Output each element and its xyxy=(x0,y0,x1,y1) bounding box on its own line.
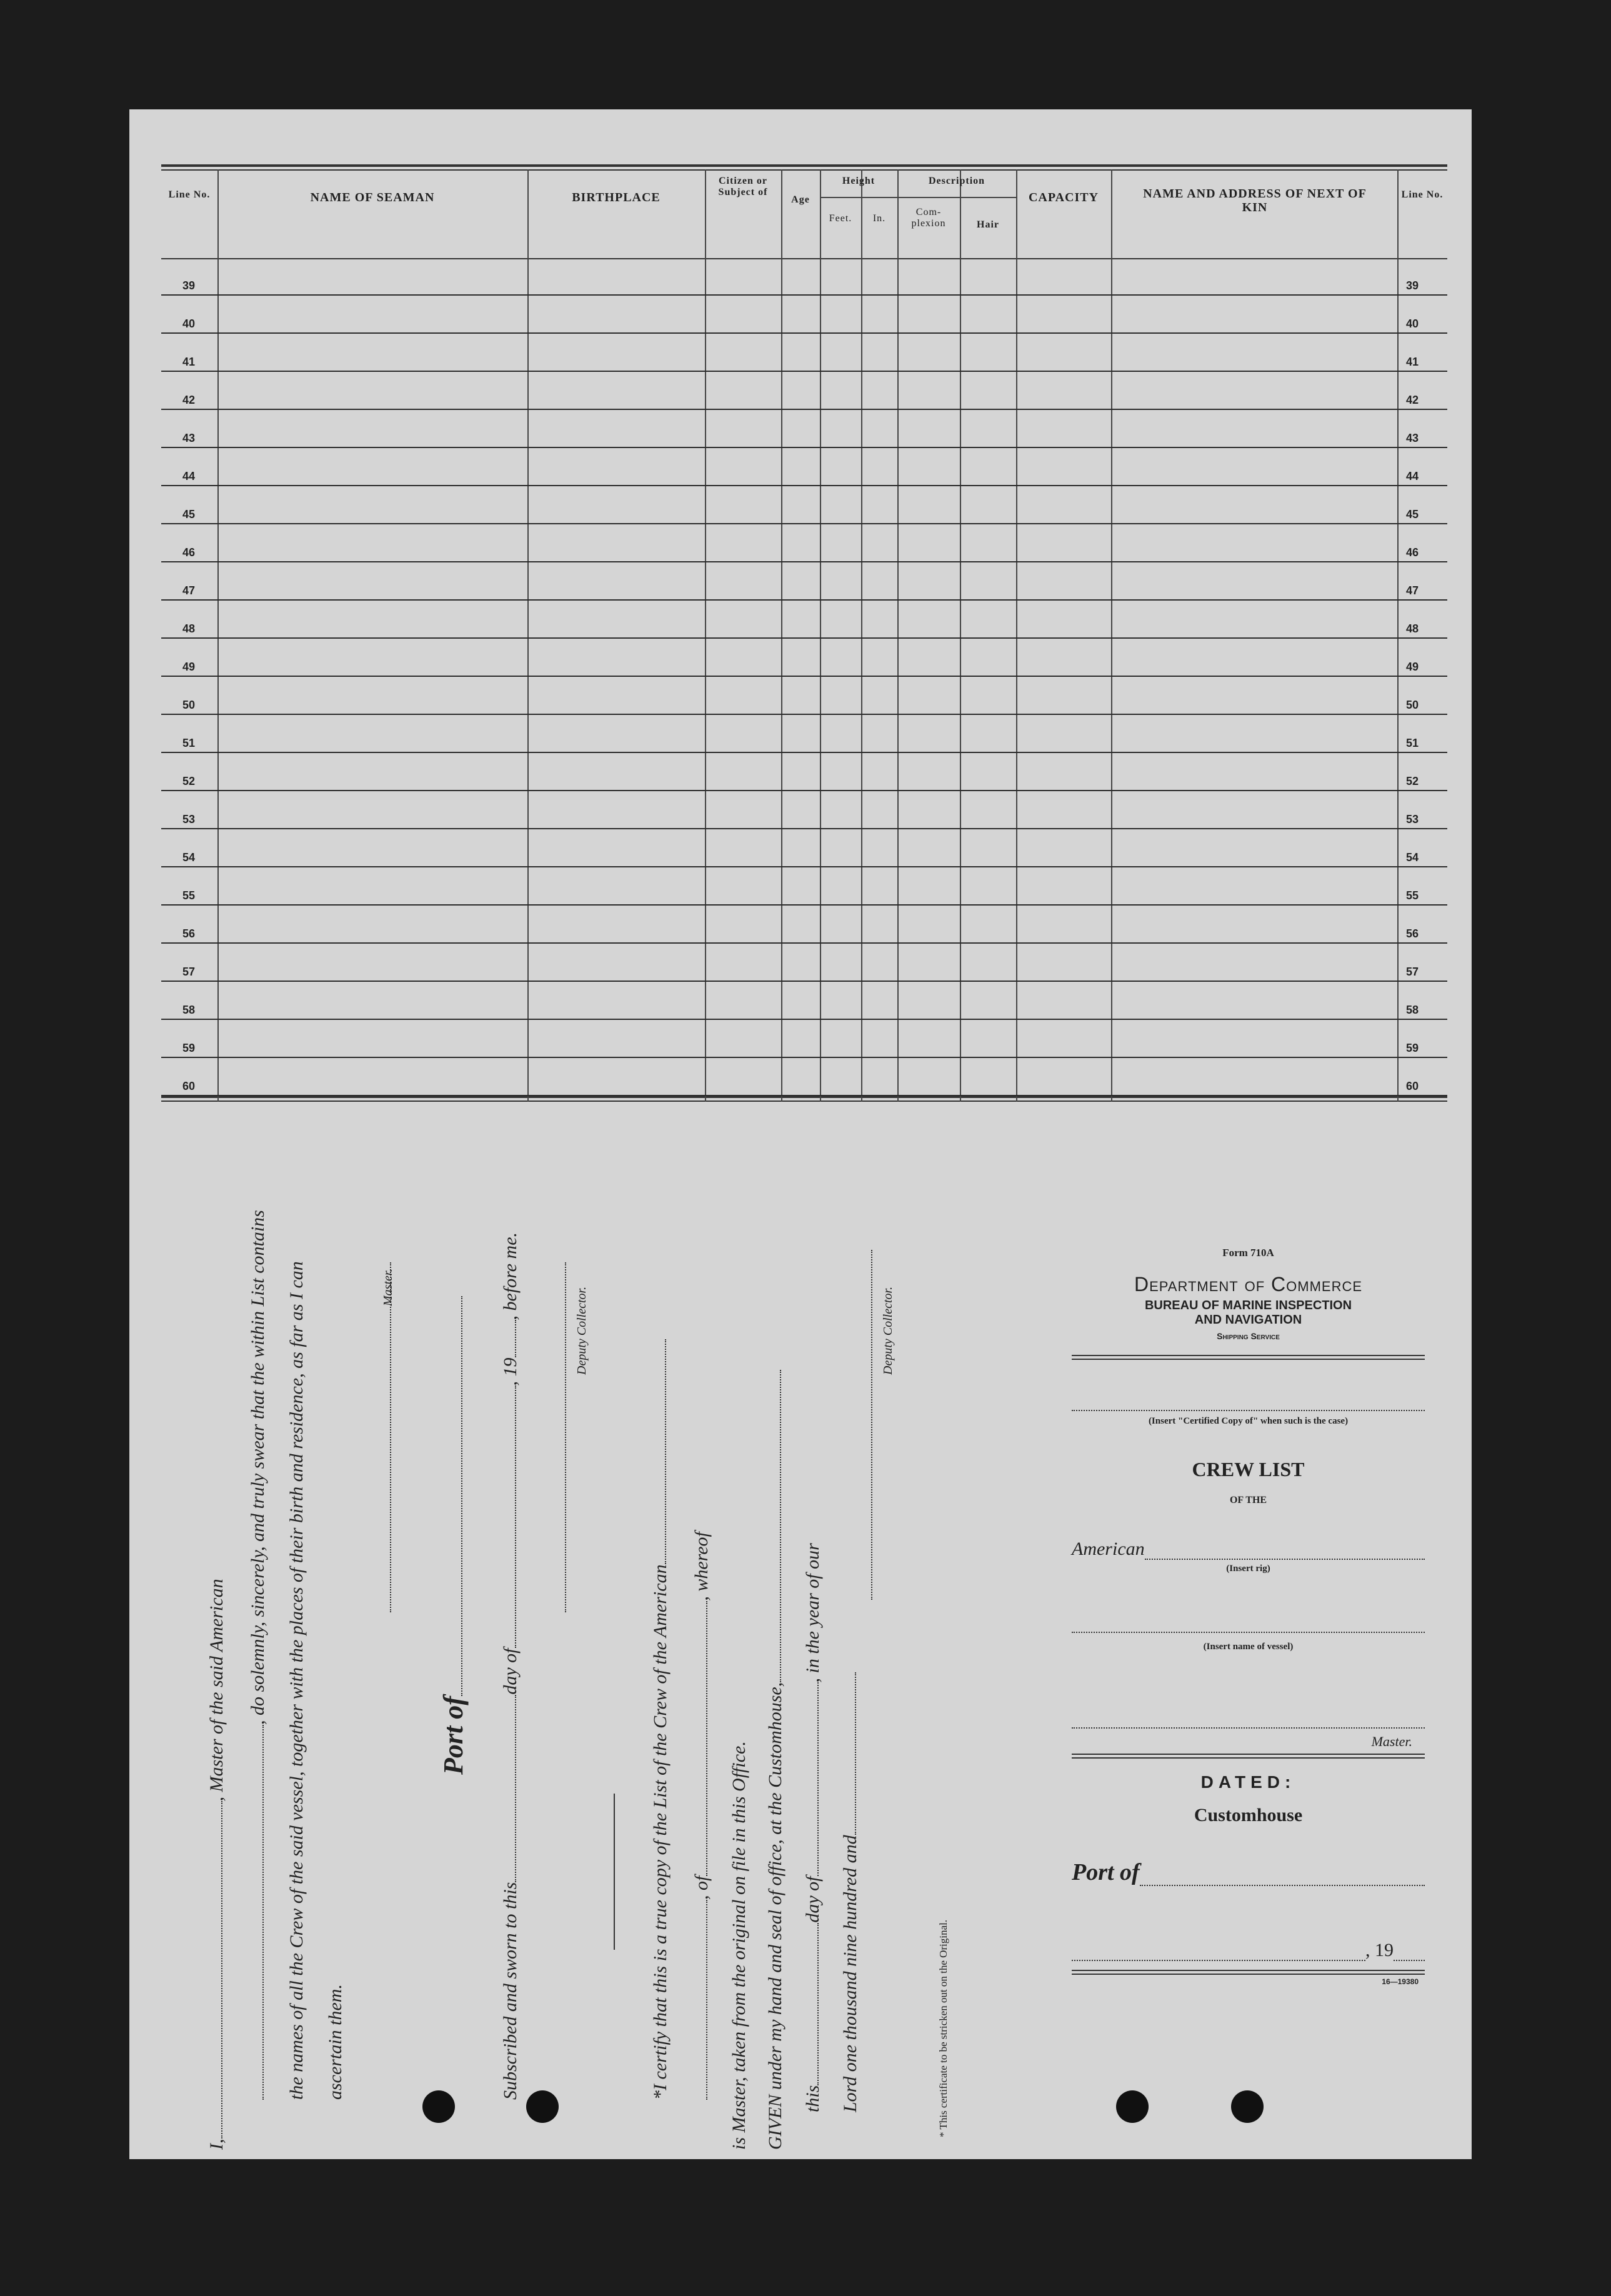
table-row[interactable] xyxy=(161,485,1447,486)
oath-master-of-american: , Master of the said American xyxy=(206,1579,227,1802)
month-blank[interactable] xyxy=(500,1385,516,1648)
oath-line-1 xyxy=(206,1579,227,2150)
row-number-right: 56 xyxy=(1406,927,1419,940)
row-number-left: 59 xyxy=(182,1042,196,1054)
form-number: Form 710A xyxy=(1222,1247,1274,1259)
this-day-blank[interactable] xyxy=(802,1923,819,2085)
of-the: OF THE xyxy=(1229,1495,1267,1505)
port-blank[interactable] xyxy=(446,1296,462,1696)
header-hair: Hair xyxy=(977,219,999,230)
table-row[interactable] xyxy=(161,1095,1447,1096)
rule xyxy=(1072,1974,1425,1975)
oath-line-2 xyxy=(247,1210,269,2100)
row-number-right: 50 xyxy=(1406,699,1419,711)
row-number-right: 40 xyxy=(1406,317,1419,330)
row-number-left: 49 xyxy=(182,661,196,673)
punch-hole xyxy=(526,2090,559,2123)
row-number-right: 44 xyxy=(1406,470,1419,482)
print-code: 16—19380 xyxy=(1382,1977,1419,1986)
of-whereof-line: , of, whereof xyxy=(691,1532,712,2100)
header-height: Height xyxy=(842,176,875,186)
col-divider xyxy=(705,169,706,1102)
row-number-left: 50 xyxy=(182,699,196,711)
port-of-blank[interactable] xyxy=(1140,1870,1425,1886)
table-row[interactable] xyxy=(161,1057,1447,1058)
separator-rule xyxy=(614,1794,615,1950)
this-month-blank[interactable] xyxy=(802,1682,819,1876)
header-capacity: CAPACITY xyxy=(1028,191,1099,204)
insert-rig-note: (Insert rig) xyxy=(1226,1564,1270,1574)
row-number-right: 57 xyxy=(1406,966,1419,978)
table-row[interactable] xyxy=(161,676,1447,677)
row-number-right: 45 xyxy=(1406,508,1419,521)
rule xyxy=(1072,1754,1425,1755)
row-number-left: 54 xyxy=(182,851,196,864)
year-label: , 19 xyxy=(1365,1940,1394,1960)
table-row[interactable] xyxy=(161,332,1447,334)
insert-certified-note: (Insert "Certified Copy of" when such is the case) xyxy=(1148,1416,1349,1426)
master-name-blank[interactable] xyxy=(206,1802,222,2139)
row-number-right: 55 xyxy=(1406,889,1419,902)
row-number-left: 42 xyxy=(182,394,196,406)
row-number-left: 57 xyxy=(182,966,196,978)
shipping-service: Shipping Service xyxy=(1217,1331,1280,1341)
row-number-right: 54 xyxy=(1406,851,1419,864)
row-number-left: 51 xyxy=(182,737,196,749)
port-of-label-right: Port of xyxy=(1072,1859,1140,1885)
table-row[interactable] xyxy=(161,752,1447,753)
row-number-right: 47 xyxy=(1406,584,1419,597)
master-signature-blank[interactable] xyxy=(375,1262,391,1612)
table-row[interactable] xyxy=(161,637,1447,639)
rule xyxy=(1072,1757,1425,1759)
row-number-left: 44 xyxy=(182,470,196,482)
given-line: GIVEN under my hand and seal of office, at the Customhouse, xyxy=(765,1370,786,2150)
year-blank[interactable] xyxy=(500,1320,516,1357)
customhouse-label: Customhouse xyxy=(1194,1805,1303,1825)
table-bottom-rule-thin xyxy=(161,1101,1447,1102)
col-divider xyxy=(1016,169,1017,1102)
row-number-left: 48 xyxy=(182,622,196,635)
row-number-left: 41 xyxy=(182,356,196,368)
date-blank[interactable] xyxy=(1072,1946,1365,1961)
lord-year-blank[interactable] xyxy=(840,1672,856,1835)
subscribed-line: Subscribed and sworn to thisday of, 19, before me. xyxy=(500,1232,521,2100)
date-line xyxy=(1072,1940,1425,1961)
certified-copy-blank[interactable] xyxy=(1072,1360,1425,1411)
vessel-name-blank[interactable] xyxy=(247,1725,264,2100)
master-name-blank-right[interactable] xyxy=(1072,1652,1425,1729)
table-row[interactable] xyxy=(161,942,1447,944)
row-number-left: 40 xyxy=(182,317,196,330)
row-number-right: 41 xyxy=(1406,356,1419,368)
table-row[interactable] xyxy=(161,599,1447,601)
row-number-left: 52 xyxy=(182,775,196,787)
col-divider xyxy=(960,169,961,1102)
row-number-left: 43 xyxy=(182,432,196,444)
header-line-no: Line No. xyxy=(168,189,211,200)
col-divider xyxy=(897,169,899,1102)
row-number-left: 46 xyxy=(182,546,196,559)
rig-blank[interactable] xyxy=(1145,1545,1425,1560)
header-citizen: Citizen or Subject of xyxy=(718,176,768,197)
master-label: Master. xyxy=(381,1269,395,1306)
header-in: In. xyxy=(872,213,886,224)
row-number-left: 56 xyxy=(182,927,196,940)
row-number-right: 60 xyxy=(1406,1080,1419,1092)
punch-hole xyxy=(1231,2090,1264,2123)
row-number-right: 48 xyxy=(1406,622,1419,635)
lord-line: Lord one thousand nine hundred and xyxy=(840,1672,861,2112)
row-number-left: 47 xyxy=(182,584,196,597)
col-divider xyxy=(781,169,782,1102)
rule xyxy=(1072,1970,1425,1971)
vessel-name-blank[interactable] xyxy=(1072,1574,1425,1633)
col-divider xyxy=(527,169,529,1102)
table-row[interactable] xyxy=(161,790,1447,791)
header-name-of-seaman: NAME OF SEAMAN xyxy=(310,191,435,204)
row-number-right: 43 xyxy=(1406,432,1419,444)
row-number-right: 42 xyxy=(1406,394,1419,406)
oath-section xyxy=(187,1175,1112,2150)
dated-label: DATED: xyxy=(1200,1772,1296,1792)
col-divider xyxy=(1397,169,1399,1102)
is-master-line: is Master, taken from the original on file in this Office. xyxy=(729,1741,749,2150)
deputy-signature-blank-2[interactable] xyxy=(856,1250,872,1600)
description-subrule xyxy=(897,197,1016,198)
header-feet: Feet. xyxy=(829,213,852,224)
american-rig-line xyxy=(1072,1539,1425,1560)
oath-line-3: the names of all the Crew of the said vessel, together with the places of their birth and residence, as far as I can xyxy=(286,1261,307,2100)
bureau-line-1: BUREAU OF MARINE INSPECTION xyxy=(1144,1299,1352,1312)
row-number-right: 49 xyxy=(1406,661,1419,673)
table-row[interactable] xyxy=(161,714,1447,715)
bureau-line-2: AND NAVIGATION xyxy=(1194,1313,1302,1327)
customhouse-blank[interactable] xyxy=(765,1370,781,1682)
header-complexion: Com-plexion xyxy=(911,207,946,229)
col-divider xyxy=(861,169,862,1102)
oath-i: I, xyxy=(206,2139,227,2150)
row-number-right: 53 xyxy=(1406,813,1419,826)
punch-hole xyxy=(1116,2090,1149,2123)
table-row[interactable] xyxy=(161,981,1447,982)
table-row[interactable] xyxy=(161,371,1447,372)
day-blank[interactable] xyxy=(500,1695,516,1882)
table-row[interactable] xyxy=(161,1019,1447,1020)
department-of-commerce: Department of Commerce xyxy=(1134,1273,1363,1295)
table-top-rule-thin xyxy=(161,169,1447,171)
table-top-rule xyxy=(161,164,1447,167)
row-number-left: 39 xyxy=(182,279,196,292)
row-number-right: 39 xyxy=(1406,279,1419,292)
crew-table xyxy=(161,164,1447,1102)
certify-vessel-blank[interactable] xyxy=(650,1339,666,1564)
of-blank-1[interactable] xyxy=(691,1900,707,2100)
form-title-block xyxy=(1072,1247,1425,1986)
row-number-right: 58 xyxy=(1406,1004,1419,1016)
american-label: American xyxy=(1072,1539,1145,1559)
deputy-collector-2: Deputy Collector. xyxy=(881,1286,895,1375)
certificate-footnote: * This certificate to be stricken out on the Original. xyxy=(937,1919,949,2137)
port-of-label: Port of xyxy=(437,1296,469,1775)
table-row[interactable] xyxy=(161,904,1447,906)
header-age: Age xyxy=(791,194,810,205)
table-row[interactable] xyxy=(161,294,1447,296)
table-row[interactable] xyxy=(161,828,1447,829)
height-subrule xyxy=(820,197,897,198)
port-of-line xyxy=(1072,1859,1425,1886)
insert-vessel-note: (Insert name of vessel) xyxy=(1203,1642,1294,1652)
header-bottom-rule xyxy=(161,258,1447,259)
punch-hole xyxy=(422,2090,455,2123)
table-row[interactable] xyxy=(161,409,1447,410)
header-birthplace: BIRTHPLACE xyxy=(572,191,661,204)
oath-line-4: ascertain them. xyxy=(325,1984,346,2100)
year-blank-right[interactable] xyxy=(1394,1946,1425,1961)
row-number-left: 53 xyxy=(182,813,196,826)
header-next-of-kin: NAME AND ADDRESS OF NEXT OF KIN xyxy=(1143,187,1367,214)
row-number-right: 52 xyxy=(1406,775,1419,787)
crew-list-title: CREW LIST xyxy=(1192,1458,1305,1480)
certify-line: *I certify that this is a true copy of the List of the Crew of the American xyxy=(650,1339,671,2100)
oath-swear-text: , do solemnly, sincerely, and truly swear that the within List contains xyxy=(247,1210,268,1725)
master-label-right: Master. xyxy=(1371,1734,1412,1749)
row-number-left: 45 xyxy=(182,508,196,521)
col-divider xyxy=(820,169,821,1102)
col-divider xyxy=(217,169,219,1102)
header-line-no-right: Line No. xyxy=(1401,189,1444,200)
col-divider xyxy=(1111,169,1112,1102)
table-row[interactable] xyxy=(161,866,1447,867)
table-row[interactable] xyxy=(161,447,1447,448)
rule xyxy=(1072,1355,1425,1356)
deputy-collector-1: Deputy Collector. xyxy=(575,1286,589,1375)
table-row[interactable] xyxy=(161,523,1447,524)
deputy-signature-1 xyxy=(550,1262,571,1612)
row-number-left: 55 xyxy=(182,889,196,902)
row-number-left: 60 xyxy=(182,1080,196,1092)
master-signature xyxy=(375,1262,396,1612)
of-blank-2[interactable] xyxy=(691,1601,707,1876)
row-number-right: 46 xyxy=(1406,546,1419,559)
row-number-right: 51 xyxy=(1406,737,1419,749)
row-number-left: 58 xyxy=(182,1004,196,1016)
row-number-right: 59 xyxy=(1406,1042,1419,1054)
table-row[interactable] xyxy=(161,561,1447,562)
this-day-line: thisday of, in the year of our xyxy=(802,1543,823,2112)
deputy-signature-2 xyxy=(856,1250,877,1600)
header-description: Description xyxy=(928,176,985,186)
deputy-signature-blank[interactable] xyxy=(550,1262,566,1612)
